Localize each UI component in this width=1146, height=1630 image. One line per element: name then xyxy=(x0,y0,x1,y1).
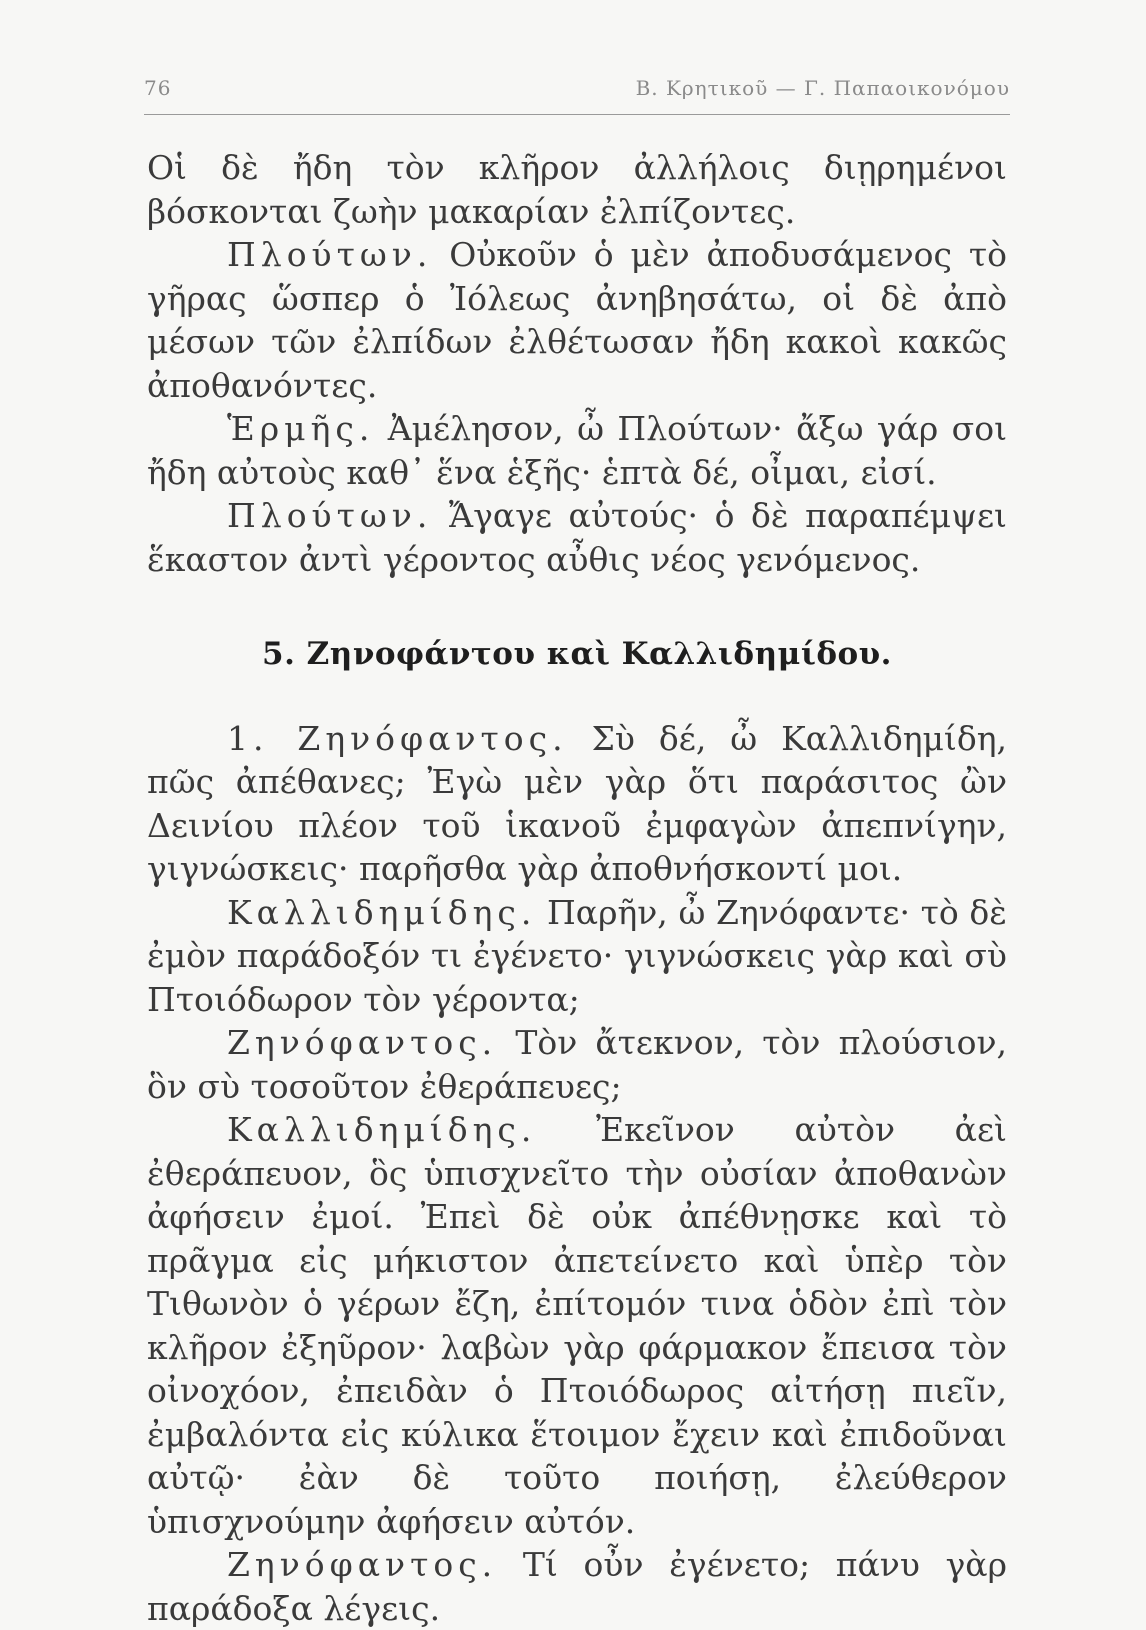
paragraph-text: Ἀμέλησον, ὦ Πλούτων· ἄξω γάρ σοι ἤδη αὐτοὺς καθ᾽ ἕνα ἑξῆς· ἑπτὰ δέ, οἶμαι, εἰσί. xyxy=(147,409,1008,492)
dialogue-paragraph xyxy=(147,1108,1007,1543)
paragraph-text: Τὸν ἄτεκνον, τὸν πλούσιον, ὃν σὺ τοσοῦτον ἐθεράπευες; xyxy=(147,1023,1007,1106)
dialogue-paragraph xyxy=(147,891,1007,1022)
speaker-name: Ἑρμῆς. xyxy=(227,409,375,448)
speaker-name: Καλλιδημίδης. xyxy=(227,1110,537,1149)
dialogue-paragraph xyxy=(147,233,1007,407)
paragraph-continuation xyxy=(147,146,1007,233)
dialogue-paragraph xyxy=(147,407,1007,494)
speaker-name: Πλούτων. xyxy=(227,235,433,274)
dialogue-paragraph xyxy=(147,1021,1007,1108)
speaker-name: 1. Ζηνόφαντος. xyxy=(227,718,568,758)
paragraph-text: Οὐκοῦν ὁ μὲν ἀποδυσάμενος τὸ γῆρας ὥσπερ ὁ Ἰόλεως ἀνηβησάτω, οἱ δὲ ἀπὸ μέσων τῶν ἐλπίδων ἐλθέτωσαν ἤδη κακοὶ κακῶς ἀποθανόντες. xyxy=(147,235,1007,405)
speaker-name: Καλλιδημίδης. xyxy=(227,892,537,932)
header-rule xyxy=(144,114,1010,115)
paragraph-text: Ἐκεῖνον αὐτὸν ἀεὶ ἐθεράπευον, ὃς ὑπισχνεῖτο τὴν οὐσίαν ἀποθανὼν ἀφήσειν ἐμοί. Ἐπεὶ δὲ οὐκ ἀπέθνῃσκε καὶ τὸ πρᾶγμα εἰς μήκιστον ἀπετείνετο καὶ ὑπὲρ τὸν Τιθωνὸν ὁ γέρων ἔζη, ἐπίτομόν τινα ὁδὸν ἐπὶ τὸν κλῆρον ἐξηῦρον· λαβὼν γὰρ φάρμακον ἔπεισα τὸν οἰνοχόον, ἐπειδὰν ὁ Πτοιόδωρος αἰτήσῃ πιεῖν, ἐμβαλόντα εἰς κύλικα ἕτοιμον ἔχειν καὶ ἐπιδοῦναι αὐτῷ· ἐὰν δὲ τοῦτο ποιήσῃ, ἐλεύθερον ὑπισχνούμην ἀφήσειν αὐτόν. xyxy=(147,1110,1007,1541)
paragraph-text: Τί οὖν ἐγένετο; πάνυ γὰρ παράδοξα λέγεις. xyxy=(147,1545,1007,1628)
running-head-authors: Β. Κρητικοῦ — Γ. Παπαοικονόμου xyxy=(635,76,1010,100)
dialogue-paragraph xyxy=(147,1543,1007,1630)
paragraph-text: Σὺ δέ, ὦ Καλλιδημίδη, πῶς ἀπέθανες; Ἐγὼ μὲν γὰρ ὅτι παράσιτος ὢν Δεινίου πλέον τοῦ ἱκανοῦ ἐμφαγὼν ἀπεπνίγην, γιγνώσκεις· παρῆσθα γὰρ ἀποθνήσκοντί μοι. xyxy=(147,718,1007,888)
body-text xyxy=(147,146,1007,1630)
running-head xyxy=(144,76,1010,116)
paragraph-text: Ἄγαγε αὐτούς· ὁ δὲ παραπέμψει ἕκαστον ἀντὶ γέροντος αὖθις νέος γενόμενος. xyxy=(147,496,1007,579)
speaker-name: Ζηνόφαντος. xyxy=(227,1023,498,1062)
speaker-name: Ζηνόφαντος. xyxy=(227,1545,498,1584)
section-title: 5. Ζηνοφάντου καὶ Καλλιδημίδου. xyxy=(262,636,892,672)
dialogue-paragraph xyxy=(147,494,1007,581)
page-number: 76 xyxy=(144,76,172,100)
dialogue-paragraph xyxy=(147,717,1007,891)
paragraph-text: Οἱ δὲ ἤδη τὸν κλῆρον ἀλλήλοις διῃρημένοι βόσκονται ζωὴν μακαρίαν ἐλπίζοντες. xyxy=(147,148,1007,231)
speaker-name: Πλούτων. xyxy=(227,496,433,535)
paragraph-text: Παρῆν, ὦ Ζηνόφαντε· τὸ δὲ ἐμὸν παράδοξόν τι ἐγένετο· γιγνώσκεις γὰρ καὶ σὺ Πτοιόδωρον τὸν γέροντα; xyxy=(147,892,1007,1019)
